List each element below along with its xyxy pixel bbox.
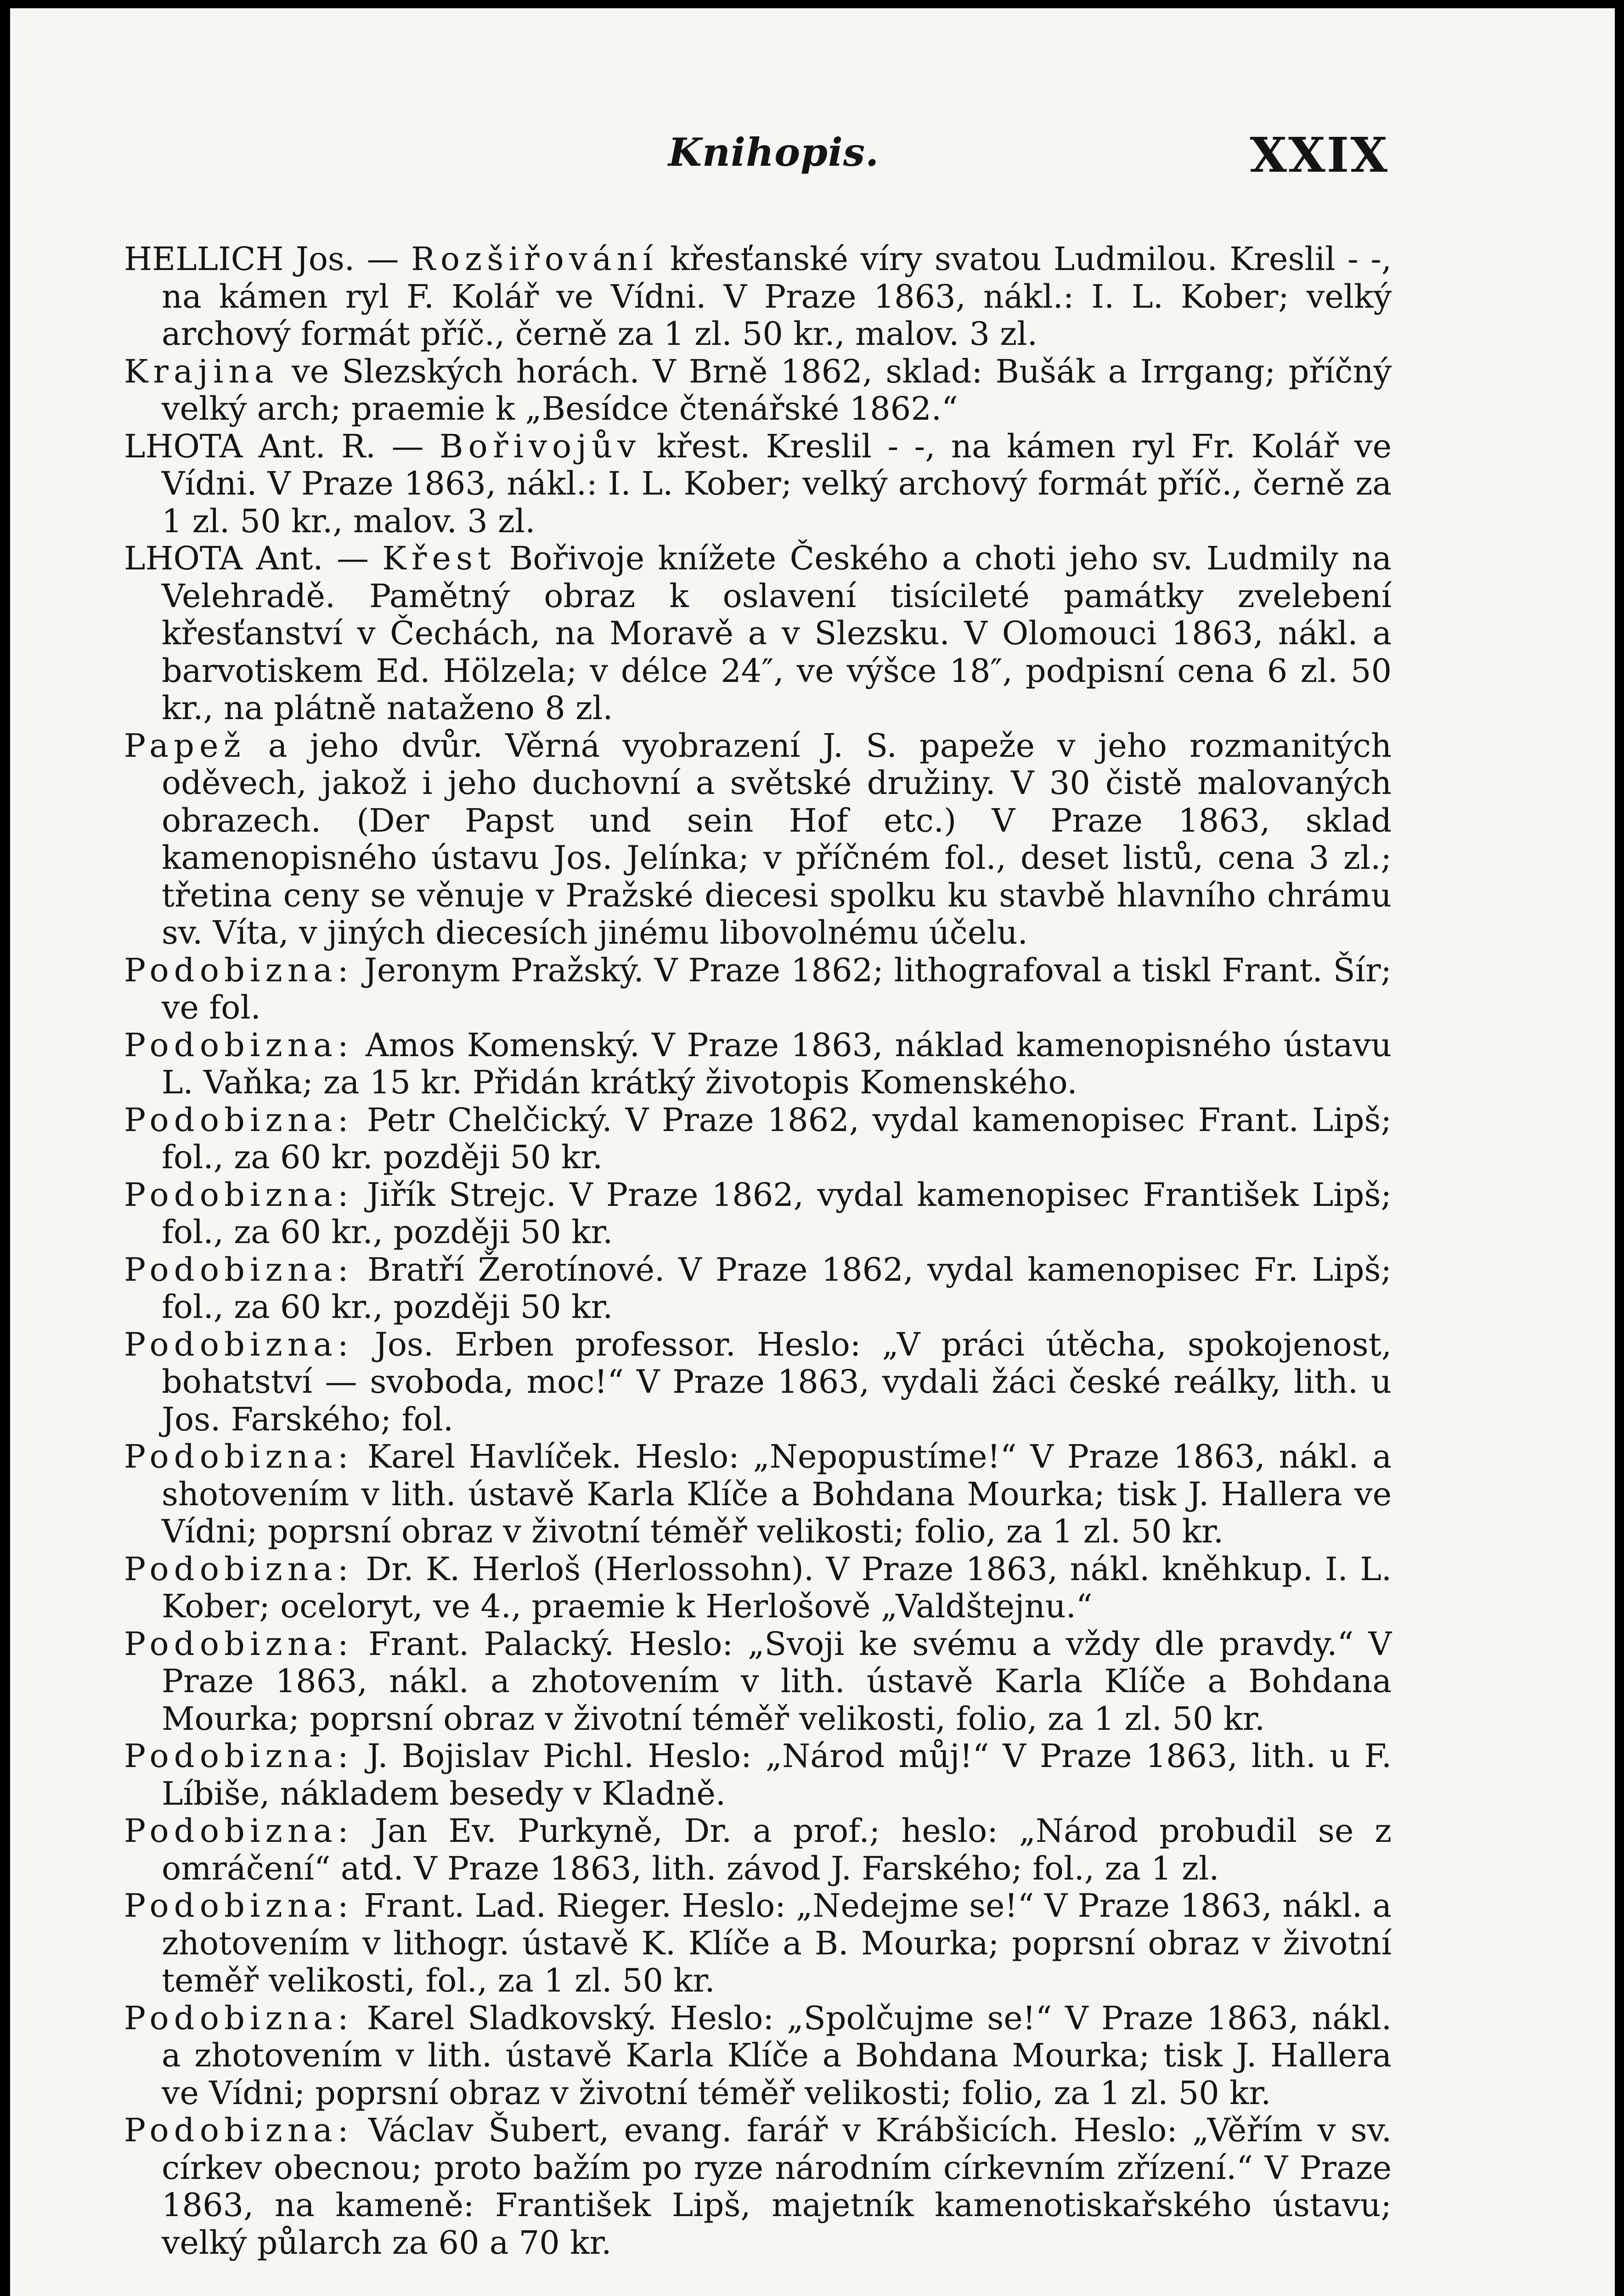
bibliography-entry: [124, 2112, 1392, 2262]
page-number: XXIX: [1250, 127, 1389, 183]
entry-keyword: Rozšiřování: [411, 240, 658, 278]
bibliography-entry: [124, 952, 1392, 1027]
entry-text: Petr Chelčický. V Praze 1862, vydal kamenopisec Frant. Lipš; fol., za 60 kr. později 50 kr.: [162, 1101, 1392, 1176]
bibliography-entry: [124, 1027, 1392, 1102]
entry-text: ve Slezských horách. V Brně 1862, sklad: Bušák a Irrgang; příčný velký arch; praemie k „Besídce čtenářské 1862.“: [162, 352, 1392, 428]
entry-text: a jeho dvůr. Věrná vyobrazení J. S. papeže v jeho rozmanitých oděvech, jakož i jeho duchovní a světské družiny. V 30 čistě malovaných obrazech. (Der Papst und sein Hof etc.) V Praze 1863, sklad kamenopisného ústavu Jos. Jelínka; v příčném fol., deset listů, cena 3 zl.; třetina ceny se věnuje v Pražské diecesi spolku ku stavbě hlavního chrámu sv. Víta, v jiných diecesích jinému libovolnému účelu.: [162, 726, 1392, 951]
entry-text: křesťanské víry svatou Ludmilou. Kreslil - -, na kámen ryl F. Kolář ve Vídni. V Praze 1863, nákl.: I. L. Kober; velký archový formát příč., černě za 1 zl. 50 kr., malov. 3 zl.: [162, 240, 1392, 353]
bibliography-entry: [124, 1326, 1392, 1439]
entry-text: Karel Sladkovský. Heslo: „Spolčujme se!“ V Praze 1863, nákl. a zhotovením v lith. ústavě Karla Klíče a Bohdana Mourka; tisk J. Hallera ve Vídni; poprsní obraz v životní téměř velikosti; folio, za 1 zl. 50 kr.: [162, 1999, 1392, 2112]
entry-text: Václav Šubert, evang. farář v Krábšicích. Heslo: „Věřím v sv. církev obecnou; proto bažím po ryze národním církevním zřízení.“ V Praze 1863, na kameně: František Lipš, majetník kamenotiskařského ústavu; velký půlarch za 60 a 70 kr.: [162, 2111, 1392, 2262]
entry-text: Dr. K. Herloš (Herlossohn). V Praze 1863, nákl. kněhkup. I. L. Kober; oceloryt, ve 4., praemie k Herlošově „Valdštejnu.“: [162, 1550, 1392, 1625]
entry-text: Bratří Žerotínové. V Praze 1862, vydal kamenopisec Fr. Lipš; fol., za 60 kr., později 50 kr.: [162, 1250, 1392, 1326]
entry-text: Amos Komenský. V Praze 1863, náklad kamenopisného ústavu L. Vaňka; za 15 kr. Přidán krátký životopis Komenského.: [162, 1026, 1392, 1101]
bibliography-entry: [124, 428, 1392, 540]
entry-keyword: Podobizna:: [124, 1325, 354, 1363]
entry-keyword: Podobizna:: [124, 1026, 354, 1064]
bibliography-entry: [124, 727, 1392, 952]
entry-text: J. Bojislav Pichl. Heslo: „Národ můj!“ V Praze 1863, lith. u F. Líbiše, nákladem besedy v Kladně.: [162, 1737, 1392, 1812]
entry-keyword: Podobizna:: [124, 1625, 354, 1663]
entry-text: Karel Havlíček. Heslo: „Nepopustíme!“ V Praze 1863, nákl. a shotovením v lith. ústavě Karla Klíče a Bohdana Mourka; tisk J. Hallera ve Vídni; poprsní obraz v životní téměř velikosti; folio, za 1 zl. 50 kr.: [162, 1438, 1392, 1550]
entry-keyword: Podobizna:: [124, 1438, 354, 1475]
entry-keyword: Krajina: [124, 352, 279, 390]
bibliography-entry: [124, 1438, 1392, 1551]
bibliography-entry: [124, 241, 1392, 353]
entry-keyword: Podobizna:: [124, 1176, 354, 1214]
entry-keyword: Podobizna:: [124, 2111, 354, 2149]
bibliography-entry: [124, 1551, 1392, 1626]
entry-keyword: Podobizna:: [124, 1737, 354, 1775]
entry-text: Jan Ev. Purkyně, Dr. a prof.; heslo: „Národ probudil se z omráčení“ atd. V Praze 1863, lith. závod J. Farského; fol., za 1 zl.: [162, 1812, 1392, 1887]
entry-text: křest. Kreslil - -, na kámen ryl Fr. Kolář ve Vídni. V Praze 1863, nákl.: I. L. Kober; velký archový formát příč., černě za 1 zl. 50 kr., malov. 3 zl.: [162, 427, 1392, 540]
bibliography-entry: [124, 1102, 1392, 1176]
entry-keyword: Papež: [124, 726, 246, 765]
entry-keyword: Křest: [382, 540, 496, 577]
entry-author: LHOTA Ant. R. —: [124, 427, 440, 465]
entry-keyword: Podobizna:: [124, 1550, 354, 1588]
bibliography-entries: [124, 241, 1392, 2262]
bibliography-entry: [124, 2000, 1392, 2112]
scanned-page: [10, 8, 1615, 2296]
bibliography-entry: [124, 1887, 1392, 2000]
entry-keyword: Podobizna:: [124, 951, 354, 989]
bibliography-entry: [124, 1812, 1392, 1887]
entry-keyword: Podobizna:: [124, 1250, 354, 1289]
bibliography-entry: [124, 1626, 1392, 1738]
entry-text: Jiřík Strejc. V Praze 1862, vydal kamenopisec František Lipš; fol., za 60 kr., později 50 kr.: [162, 1176, 1392, 1251]
bibliography-entry: [124, 1251, 1392, 1326]
entry-author: HELLICH Jos. —: [124, 240, 412, 278]
entry-keyword: Podobizna:: [124, 1999, 354, 2037]
entry-text: Jeronym Pražský. V Praze 1862; lithografoval a tiskl Frant. Šír; ve fol.: [162, 951, 1392, 1026]
bibliography-entry: [124, 353, 1392, 428]
entry-keyword: Podobizna:: [124, 1812, 354, 1850]
entry-author: LHOTA Ant. —: [124, 540, 383, 577]
entry-keyword: Podobizna:: [124, 1101, 354, 1139]
book-page: [124, 127, 1392, 2262]
bibliography-entry: [124, 540, 1392, 727]
entry-text: Frant. Lad. Rieger. Heslo: „Nedejme se!“ V Praze 1863, nákl. a zhotovením v lithogr. ústavě K. Klíče a B. Mourka; poprsní obraz v životní teměř velikosti, fol., za 1 zl. 50 kr.: [162, 1887, 1392, 1999]
entry-keyword: Podobizna:: [124, 1887, 354, 1925]
bibliography-entry: [124, 1738, 1392, 1812]
running-title: Knihopis.: [668, 129, 880, 175]
entry-text: Frant. Palacký. Heslo: „Svoji ke svému a vždy dle pravdy.“ V Praze 1863, nákl. a zhotovením v lith. ústavě Karla Klíče a Bohdana Mourka; poprsní obraz v životní téměř velikosti, folio, za 1 zl. 50 kr.: [162, 1625, 1392, 1738]
entry-text: Jos. Erben professor. Heslo: „V práci útěcha, spokojenost, bohatství — svoboda, moc!“ V Praze 1863, vydali žáci české reálky, lith. u Jos. Farského; fol.: [162, 1325, 1392, 1438]
running-header: [124, 127, 1392, 200]
entry-keyword: Bořivojův: [440, 427, 641, 465]
bibliography-entry: [124, 1176, 1392, 1251]
entry-text: Bořivoje knížete Českého a choti jeho sv. Ludmily na Velehradě. Pamětný obraz k oslavení tisícileté památky zvelebení křesťanství v Čechách, na Moravě a v Slezsku. V Olomouci 1863, nákl. a barvotiskem Ed. Hölzela; v délce 24″, ve výšce 18″, podpisní cena 6 zl. 50 kr., na plátně nataženo 8 zl.: [162, 540, 1392, 727]
